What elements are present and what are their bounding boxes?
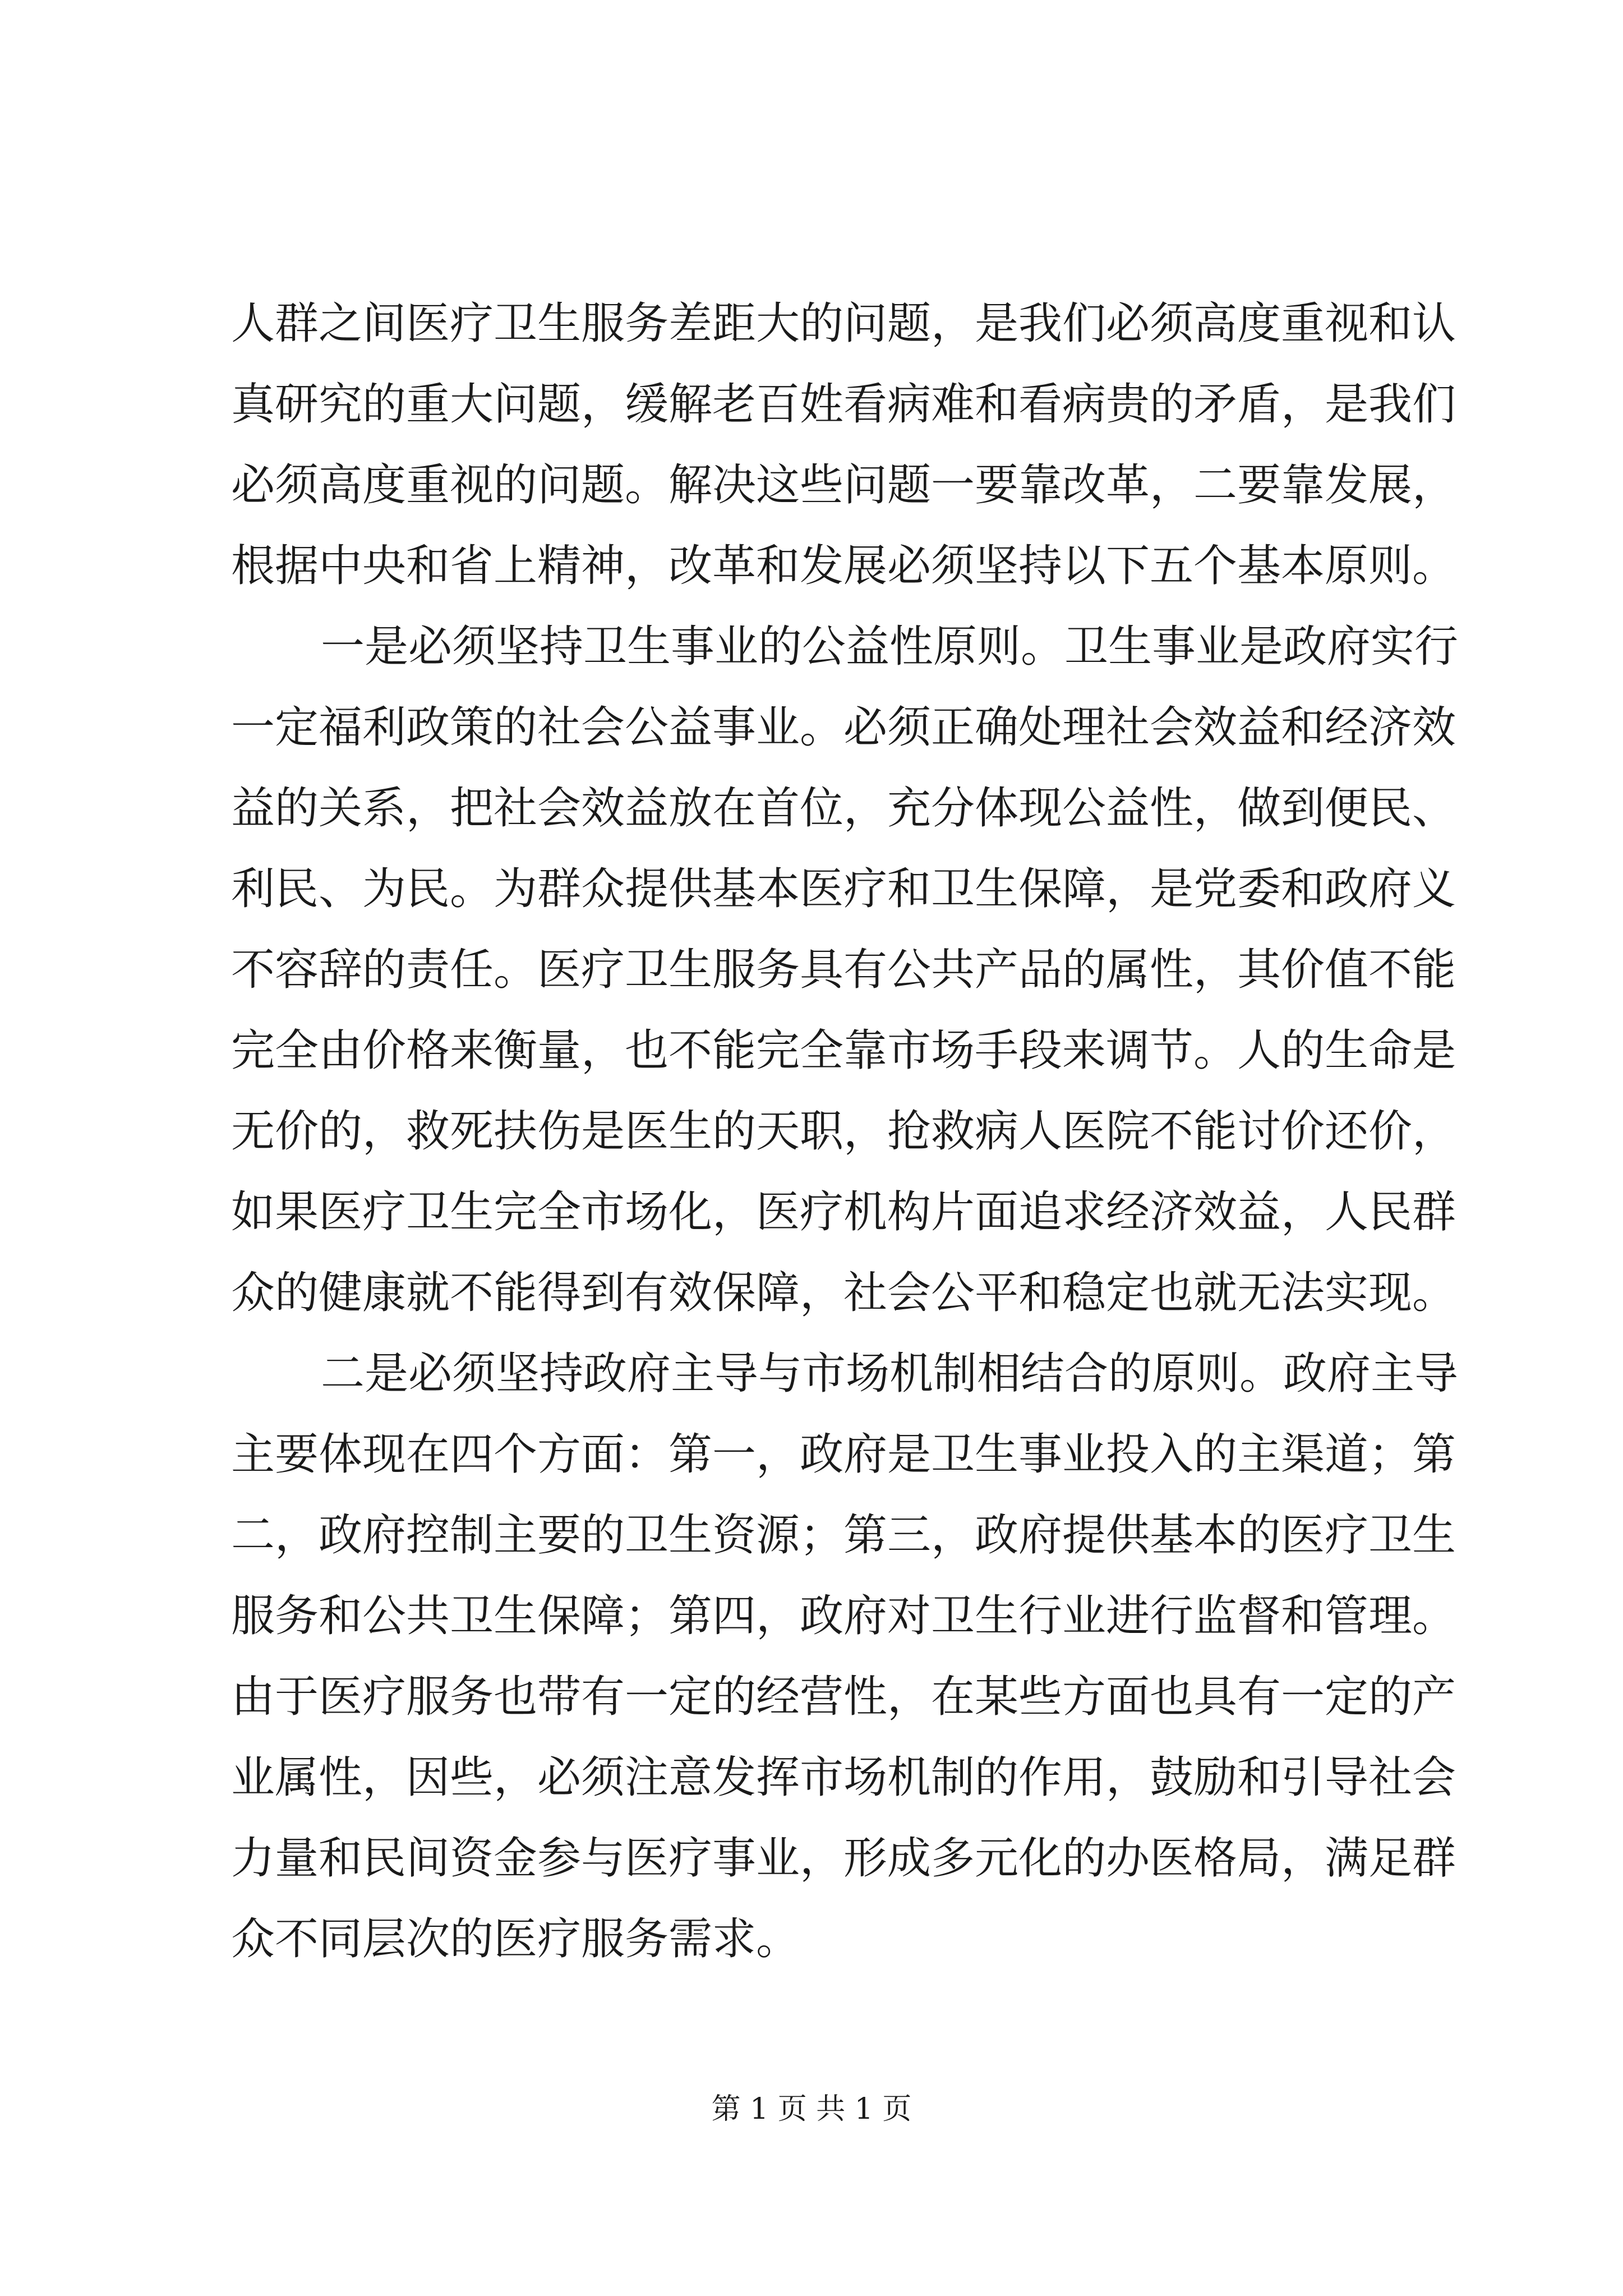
- paragraph-principle-one: [231, 606, 1459, 1333]
- text-line: 众不同层次的医疗服务需求。: [231, 1914, 800, 1964]
- body-text: [231, 283, 1459, 1980]
- text-line: 如果医疗卫生完全市场化，医疗机构片面追求经济效益，人民群: [231, 1187, 1456, 1237]
- text-line: 不容辞的责任。医疗卫生服务具有公共产品的属性，其价值不能: [231, 945, 1456, 995]
- page-number: 第 1 页 共 1 页: [711, 2092, 912, 2126]
- text-line: 二，政府控制主要的卫生资源；第三，政府提供基本的医疗卫生: [231, 1510, 1456, 1561]
- text-line: 根据中央和省上精神，改革和发展必须坚持以下五个基本原则。: [231, 541, 1456, 591]
- text-line: 主要体现在四个方面：第一，政府是卫生事业投入的主渠道；第: [231, 1429, 1456, 1480]
- text-line: 二是必须坚持政府主导与市场机制相结合的原则。政府主导: [321, 1349, 1459, 1399]
- text-line: 服务和公共卫生保障；第四，政府对卫生行业进行监督和管理。: [231, 1591, 1456, 1641]
- text-line: 利民、为民。为群众提供基本医疗和卫生保障，是党委和政府义: [231, 864, 1456, 914]
- text-line: 完全由价格来衡量，也不能完全靠市场手段来调节。人的生命是: [231, 1025, 1456, 1076]
- text-line: 众的健康就不能得到有效保障，社会公平和稳定也就无法实现。: [231, 1268, 1456, 1318]
- text-line: 力量和民间资金参与医疗事业，形成多元化的办医格局，满足群: [231, 1833, 1456, 1884]
- paragraph-intro: [231, 283, 1456, 606]
- text-line: 由于医疗服务也带有一定的经营性，在某些方面也具有一定的产: [231, 1672, 1456, 1722]
- text-line: 必须高度重视的问题。解决这些问题一要靠改革，二要靠发展，: [231, 460, 1456, 510]
- text-line: 业属性，因些，必须注意发挥市场机制的作用，鼓励和引导社会: [231, 1752, 1456, 1803]
- paragraph-principle-two: [231, 1333, 1459, 1980]
- text-line: 真研究的重大问题，缓解老百姓看病难和看病贵的矛盾，是我们: [231, 379, 1456, 430]
- text-line: 益的关系，把社会效益放在首位，充分体现公益性，做到便民、: [231, 783, 1456, 834]
- text-line: 人群之间医疗卫生服务差距大的问题，是我们必须高度重视和认: [231, 298, 1456, 349]
- text-line: 一是必须坚持卫生事业的公益性原则。卫生事业是政府实行: [321, 622, 1459, 672]
- page-footer: [0, 2090, 1623, 2129]
- text-line: 一定福利政策的社会公益事业。必须正确处理社会效益和经济效: [231, 702, 1456, 753]
- text-line: 无价的，救死扶伤是医生的天职，抢救病人医院不能讨价还价，: [231, 1106, 1456, 1157]
